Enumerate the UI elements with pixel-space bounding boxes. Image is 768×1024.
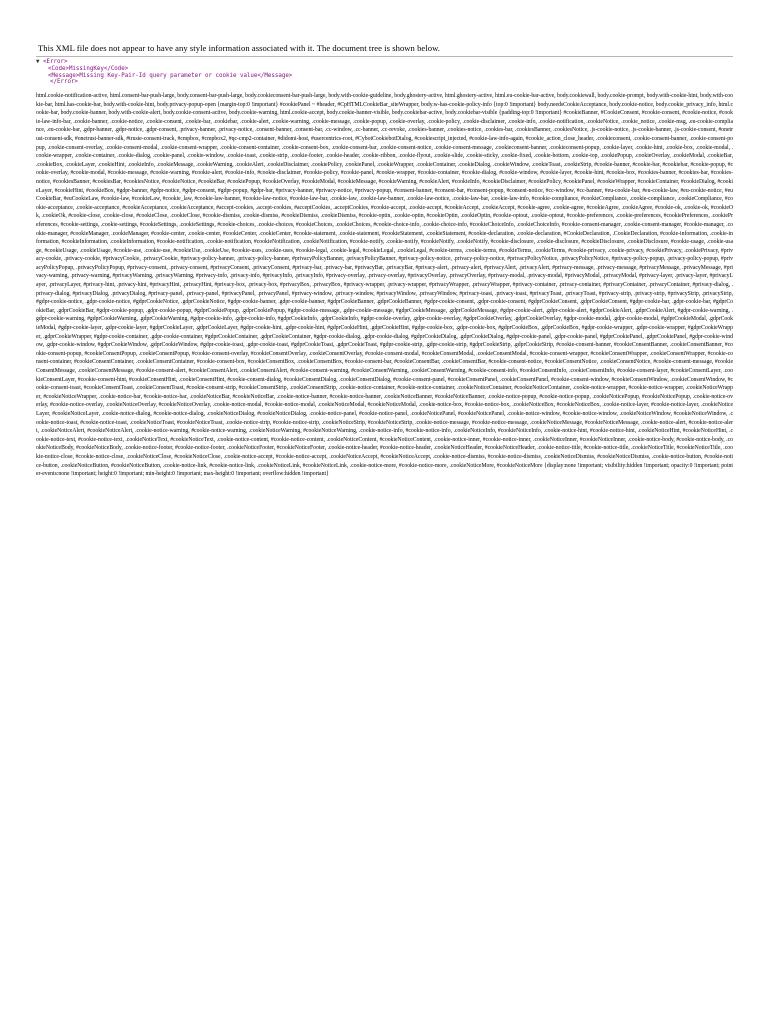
- injected-css-text-block: html.cookie-notification-active, html.consent-bar-push-large, body.consent-bar-push-large, body.cookieconsent-bar-push-large, body.with-cookie-guideline, body.ghostery-active, html.ghostery-active, html.eu-cookie-bar-active, body.cookiewall, body.cookie-prompt, body.with-cookie-hint, body.with-cookie-bar, html.has-cookie-bar, body.with-cookie-hint, body.privacy-popup-open {margin-top:0 !important} #cookiePanel ~ #header, #CpHTMLCookieBar_siteWrapper, body.w-has-cookie-policy-info {top:0 !important} body.needsCookieAcceptance, body.cookie-notice, body.cookie_privacy_info, html.cookie-bar, body.cookie-banner, body.with-cookie-alert, body.cookie-consent-active, body.cookie-warning, html.cookie-accept, body.cookie-banner-visible, body.cookiebar-active, body.cookiebar-visible {padding-top:0 !important} #cookieBanner, #CookieConsent, #cookie-consent, #cookie-notice, #cookie-law-info-bar, .cookie-banner, .cookie-notice, .cookie-consent, .cookie-bar, .cookiebar, .cookie-alert, .cookie-warning, .cookie-message, .cookie-popup, .cookie-overlay, .cookie-policy, .cookie-disclaimer, .cookie-info, .cookie-notification, .cookieNotice, .cookie_notice, .cookie-msg, .eu-cookie-compliance, .eu-cookie-bar, .gdpr-banner, .gdpr-notice, .gdpr-consent, .privacy-banner, .privacy-notice, .consent-banner, .consent-bar, .cc-window, .cc-banner, .cc-revoke, .cookies-banner, .cookies-notice, .cookies-bar, .cookiesBanner, .cookiesNotice, .js-cookie-notice, .js-cookie-banner, .js-cookie-consent, #onetrust-consent-sdk, #onetrust-banner-sdk, #truste-consent-track, #cmpbox, #cmpbox2, #qc-cmp2-container, #didomi-host, #usercentrics-root, #CybotCookiebotDialog, #cookiescript_injected, #cookie-law-info-again, #cookie_action_close_header, .cookieconsent, .cookie-consent-banner, .cookie-consent-popup, .cookie-consent-overlay, .cookie-consent-modal, .cookie-consent-wrapper, .cookie-consent-container, .cookie-consent-box, .cookie-consent-bar, .cookie-consent-notice, .cookie-consent-message, .cookieconsent-banner, .cookieconsent-popup, .cookie-layer, .cookie-hint, .cookie-box, .cookie-modal, .cookie-wrapper, .cookie-container, .cookie-dialog, .cookie-panel, .cookie-window, .cookie-toast, .cookie-strip, .cookie-footer, .cookie-header, .cookie-ribbon, .cookie-flyout, .cookie-slide, .cookie-sticky, .cookie-fixed, .cookie-bottom, .cookie-top, .cookiePopup, .cookieOverlay, .cookieModal, .cookieBar, .cookieBox, .cookieLayer, .cookieHint, .cookieInfo, .cookieMessage, .cookieWarning, .cookieAlert, .cookieDisclaimer, .cookiePolicy, .cookiePanel, .cookieWrapper, .cookieContainer, .cookieDialog, .cookieWindow, .cookieToast, .cookieStrip, #cookie-banner, #cookie-bar, #cookiebar, #cookie-popup, #cookie-overlay, #cookie-modal, #cookie-message, #cookie-warning, #cookie-alert, #cookie-info, #cookie-disclaimer, #cookie-policy, #cookie-panel, #cookie-wrapper, #cookie-container, #cookie-dialog, #cookie-window, #cookie-layer, #cookie-hint, #cookie-box, #cookies-banner, #cookies-bar, #cookies-notice, #cookiesBanner, #cookiesBar, #cookiesNotice, #cookieNotice, #cookieBar, #cookiePopup, #cookieOverlay, #cookieModal, #cookieMessage, #cookieWarning, #cookieAlert, #cookieInfo, #cookieDisclaimer, #cookiePolicy, #cookiePanel, #cookieWrapper, #cookieContainer, #cookieDialog, #cookieLayer, #cookieHint, #cookieBox, #gdpr-banner, #gdpr-notice, #gdpr-consent, #gdpr-popup, #gdpr-bar, #privacy-banner, #privacy-notice, #privacy-popup, #consent-banner, #consent-bar, #consent-popup, #consent-notice, #cc-window, #cc-banner, #eu-cookie-bar, #eu-cookie-law, #eu-cookie-notice, #euCookieBar, #euCookieLaw, #cookie-law, #cookieLaw, #cookie_law, #cookie-law-banner, #cookie-law-notice, #cookie-law-bar, .cookie-law, .cookie-law-banner, .cookie-law-notice, .cookie-law-bar, .cookie-law-info, #cookie-compliance, #cookieCompliance, .cookie-compliance, .cookieCompliance, #cookie-acceptance, .cookie-acceptance, #cookieAcceptance, .cookieAcceptance, #accept-cookies, .accept-cookies, #acceptCookies, .acceptCookies, #cookie-accept, .cookie-accept, #cookieAccept, .cookieAccept, #cookie-agree, .cookie-agree, #cookieAgree, .cookieAgree, #cookie-ok, .cookie-ok, #cookieOk, .cookieOk, #cookie-close, .cookie-close, #cookieClose, .cookieClose, #cookie-dismiss, .cookie-dismiss, #cookieDismiss, .cookieDismiss, #cookie-optin, .cookie-optin, #cookieOptin, .cookieOptin, #cookie-optout, .cookie-optout, #cookie-preferences, .cookie-preferences, #cookiePreferences, .cookiePreferences, #cookie-settings, .cookie-settings, #cookieSettings, .cookieSettings, #cookie-choices, .cookie-choices, #cookieChoices, .cookieChoices, #cookie-choice-info, .cookie-choice-info, #cookieChoiceInfo, .cookieChoiceInfo, #cookie-consent-manager, .cookie-consent-manager, #cookie-manager, .cookie-manager, #cookieManager, .cookieManager, #cookie-center, .cookie-center, #cookieCenter, .cookieCenter, #cookie-statement, .cookie-statement, #cookieStatement, .cookieStatement, #cookie-declaration, .cookie-declaration, #CookieDeclaration, .CookieDeclaration, #cookie-information, .cookie-information, #cookieInformation, .cookieInformation, #cookie-notification, .cookie-notification, #cookieNotification, .cookieNotification, #cookie-notify, .cookie-notify, #cookieNotify, .cookieNotify, #cookie-disclosure, .cookie-disclosure, #cookieDisclosure, .cookieDisclosure, #cookie-usage, .cookie-usage, #cookieUsage, .cookieUsage, #cookie-use, .cookie-use, #cookieUse, .cookieUse, #cookie-uses, .cookie-uses, #cookie-legal, .cookie-legal, #cookieLegal, .cookieLegal, #cookie-terms, .cookie-terms, #cookieTerms, .cookieTerms, #cookie-privacy, .cookie-privacy, #cookiePrivacy, .cookiePrivacy, #privacy-cookie, .privacy-cookie, #privacyCookie, .privacyCookie, #privacy-policy-banner, .privacy-policy-banner, #privacyPolicyBanner, .privacyPolicyBanner, #privacy-policy-notice, .privacy-policy-notice, #privacyPolicyNotice, .privacyPolicyNotice, #privacy-policy-popup, .privacy-policy-popup, #privacyPolicyPopup, .privacyPolicyPopup, #privacy-consent, .privacy-consent, #privacyConsent, .privacyConsent, #privacy-bar, .privacy-bar, #privacyBar, .privacyBar, #privacy-alert, .privacy-alert, #privacyAlert, .privacyAlert, #privacy-message, .privacy-message, #privacyMessage, .privacyMessage, #privacy-warning, .privacy-warning, #privacyWarning, .privacyWarning, #privacy-info, .privacy-info, #privacyInfo, .privacyInfo, #privacy-overlay, .privacy-overlay, #privacyOverlay, .privacyOverlay, #privacy-modal, .privacy-modal, #privacyModal, .privacyModal, #privacy-layer, .privacy-layer, #privacyLayer, .privacyLayer, #privacy-hint, .privacy-hint, #privacyHint, .privacyHint, #privacy-box, .privacy-box, #privacyBox, .privacyBox, #privacy-wrapper, .privacy-wrapper, #privacyWrapper, .privacyWrapper, #privacy-container, .privacy-container, #privacyContainer, .privacyContainer, #privacy-dialog, .privacy-dialog, #privacyDialog, .privacyDialog, #privacy-panel, .privacy-panel, #privacyPanel, .privacyPanel, #privacy-window, .privacy-window, #privacyWindow, .privacyWindow, #privacy-toast, .privacy-toast, #privacyToast, .privacyToast, #privacy-strip, .privacy-strip, #privacyStrip, .privacyStrip, #gdpr-cookie-notice, .gdpr-cookie-notice, #gdprCookieNotice, .gdprCookieNotice, #gdpr-cookie-banner, .gdpr-cookie-banner, #gdprCookieBanner, .gdprCookieBanner, #gdpr-cookie-consent, .gdpr-cookie-consent, #gdprCookieConsent, .gdprCookieConsent, #gdpr-cookie-bar, .gdpr-cookie-bar, #gdprCookieBar, .gdprCookieBar, #gdpr-cookie-popup, .gdpr-cookie-popup, #gdprCookiePopup, .gdprCookiePopup, #gdpr-cookie-message, .gdpr-cookie-message, #gdprCookieMessage, .gdprCookieMessage, #gdpr-cookie-alert, .gdpr-cookie-alert, #gdprCookieAlert, .gdprCookieAlert, #gdpr-cookie-warning, .gdpr-cookie-warning, #gdprCookieWarning, .gdprCookieWarning, #gdpr-cookie-info, .gdpr-cookie-info, #gdprCookieInfo, .gdprCookieInfo, #gdpr-cookie-overlay, .gdpr-cookie-overlay, #gdprCookieOverlay, .gdprCookieOverlay, #gdpr-cookie-modal, .gdpr-cookie-modal, #gdprCookieModal, .gdprCookieModal, #gdpr-cookie-layer, .gdpr-cookie-layer, #gdprCookieLayer, .gdprCookieLayer, #gdpr-cookie-hint, .gdpr-cookie-hint, #gdprCookieHint, .gdprCookieHint, #gdpr-cookie-box, .gdpr-cookie-box, #gdprCookieBox, .gdprCookieBox, #gdpr-cookie-wrapper, .gdpr-cookie-wrapper, #gdprCookieWrapper, .gdprCookieWrapper, #gdpr-cookie-container, .gdpr-cookie-container, #gdprCookieContainer, .gdprCookieContainer, #gdpr-cookie-dialog, .gdpr-cookie-dialog, #gdprCookieDialog, .gdprCookieDialog, #gdpr-cookie-panel, .gdpr-cookie-panel, #gdprCookiePanel, .gdprCookiePanel, #gdpr-cookie-window, .gdpr-cookie-window, #gdprCookieWindow, .gdprCookieWindow, #gdpr-cookie-toast, .gdpr-cookie-toast, #gdprCookieToast, .gdprCookieToast, #gdpr-cookie-strip, .gdpr-cookie-strip, #gdprCookieStrip, .gdprCookieStrip, #cookie-consent-banner, #cookieConsentBanner, .cookieConsentBanner, #cookie-consent-popup, #cookieConsentPopup, .cookieConsentPopup, #cookie-consent-overlay, #cookieConsentOverlay, .cookieConsentOverlay, #cookie-consent-modal, #cookieConsentModal, .cookieConsentModal, #cookie-consent-wrapper, #cookieConsentWrapper, .cookieConsentWrapper, #cookie-consent-container, #cookieConsentContainer, .cookieConsentContainer, #cookie-consent-box, #cookieConsentBox, .cookieConsentBox, #cookie-consent-bar, #cookieConsentBar, .cookieConsentBar, #cookie-consent-notice, #cookieConsentNotice, .cookieConsentNotice, #cookie-consent-message, #cookieConsentMessage, .cookieConsentMessage, #cookie-consent-alert, #cookieConsentAlert, .cookieConsentAlert, #cookie-consent-warning, #cookieConsentWarning, .cookieConsentWarning, #cookie-consent-info, #cookieConsentInfo, .cookieConsentInfo, #cookie-consent-layer, #cookieConsentLayer, .cookieConsentLayer, #cookie-consent-hint, #cookieConsentHint, .cookieConsentHint, #cookie-consent-dialog, #cookieConsentDialog, .cookieConsentDialog, #cookie-consent-panel, #cookieConsentPanel, .cookieConsentPanel, #cookie-consent-window, #cookieConsentWindow, .cookieConsentWindow, #cookie-consent-toast, #cookieConsentToast, .cookieConsentToast, #cookie-consent-strip, #cookieConsentStrip, .cookieConsentStrip, .cookie-notice-container, #cookie-notice-container, .cookieNoticeContainer, #cookieNoticeContainer, .cookie-notice-wrapper, #cookie-notice-wrapper, .cookieNoticeWrapper, #cookieNoticeWrapper, .cookie-notice-bar, #cookie-notice-bar, .cookieNoticeBar, #cookieNoticeBar, .cookie-notice-banner, #cookie-notice-banner, .cookieNoticeBanner, #cookieNoticeBanner, .cookie-notice-popup, #cookie-notice-popup, .cookieNoticePopup, #cookieNoticePopup, .cookie-notice-overlay, #cookie-notice-overlay, .cookieNoticeOverlay, #cookieNoticeOverlay, .cookie-notice-modal, #cookie-notice-modal, .cookieNoticeModal, #cookieNoticeModal, .cookie-notice-box, #cookie-notice-box, .cookieNoticeBox, #cookieNoticeBox, .cookie-notice-layer, #cookie-notice-layer, .cookieNoticeLayer, #cookieNoticeLayer, .cookie-notice-dialog, #cookie-notice-dialog, .cookieNoticeDialog, #cookieNoticeDialog, .cookie-notice-panel, #cookie-notice-panel, .cookieNoticePanel, #cookieNoticePanel, .cookie-notice-window, #cookie-notice-window, .cookieNoticeWindow, #cookieNoticeWindow, .cookie-notice-toast, #cookie-notice-toast, .cookieNoticeToast, #cookieNoticeToast, .cookie-notice-strip, #cookie-notice-strip, .cookieNoticeStrip, #cookieNoticeStrip, .cookie-notice-message, #cookie-notice-message, .cookieNoticeMessage, #cookieNoticeMessage, .cookie-notice-alert, #cookie-notice-alert, .cookieNoticeAlert, #cookieNoticeAlert, .cookie-notice-warning, #cookie-notice-warning, .cookieNoticeWarning, #cookieNoticeWarning, .cookie-notice-info, #cookie-notice-info, .cookieNoticeInfo, #cookieNoticeInfo, .cookie-notice-hint, #cookie-notice-hint, .cookieNoticeHint, #cookieNoticeHint, .cookie-notice-text, #cookie-notice-text, .cookieNoticeText, #cookieNoticeText, .cookie-notice-content, #cookie-notice-content, .cookieNoticeContent, #cookieNoticeContent, .cookie-notice-inner, #cookie-notice-inner, .cookieNoticeInner, #cookieNoticeInner, .cookie-notice-body, #cookie-notice-body, .cookieNoticeBody, #cookieNoticeBody, .cookie-notice-footer, #cookie-notice-footer, .cookieNoticeFooter, #cookieNoticeFooter, .cookie-notice-header, #cookie-notice-header, .cookieNoticeHeader, #cookieNoticeHeader, .cookie-notice-title, #cookie-notice-title, .cookieNoticeTitle, #cookieNoticeTitle, .cookie-notice-close, #cookie-notice-close, .cookieNoticeClose, #cookieNoticeClose, .cookie-notice-accept, #cookie-notice-accept, .cookieNoticeAccept, #cookieNoticeAccept, .cookie-notice-dismiss, #cookie-notice-dismiss, .cookieNoticeDismiss, #cookieNoticeDismiss, .cookie-notice-button, #cookie-notice-button, .cookieNoticeButton, #cookieNoticeButton, .cookie-notice-link, #cookie-notice-link, .cookieNoticeLink, #cookieNoticeLink, .cookie-notice-more, #cookie-notice-more, .cookieNoticeMore, #cookieNoticeMore {display:none !important; visibility:hidden !important; opacity:0 !important; pointer-events:none !important; height:0 !important; min-height:0 !important; max-height:0 !important; overflow:hidden !important}: [36, 93, 733, 478]
- message-element-row: [36, 73, 292, 80]
- error-close-tag: </Error>: [50, 79, 78, 86]
- error-element-row[interactable]: [36, 59, 292, 66]
- header-divider: [36, 56, 733, 57]
- code-element-row: [36, 66, 292, 73]
- error-open-tag: <Error>: [43, 59, 68, 65]
- no-style-notice: This XML file does not appear to have any style information associated with it. The document tree is shown below.: [38, 43, 440, 53]
- code-element: <Code>MissingKey</Code>: [48, 65, 129, 72]
- collapse-triangle-icon[interactable]: ▼: [36, 59, 40, 65]
- message-element: <Message>Missing Key-Pair-Id query parameter or cookie value</Message>: [48, 72, 293, 79]
- error-close-row: [36, 79, 292, 86]
- xml-document-tree: [36, 59, 292, 86]
